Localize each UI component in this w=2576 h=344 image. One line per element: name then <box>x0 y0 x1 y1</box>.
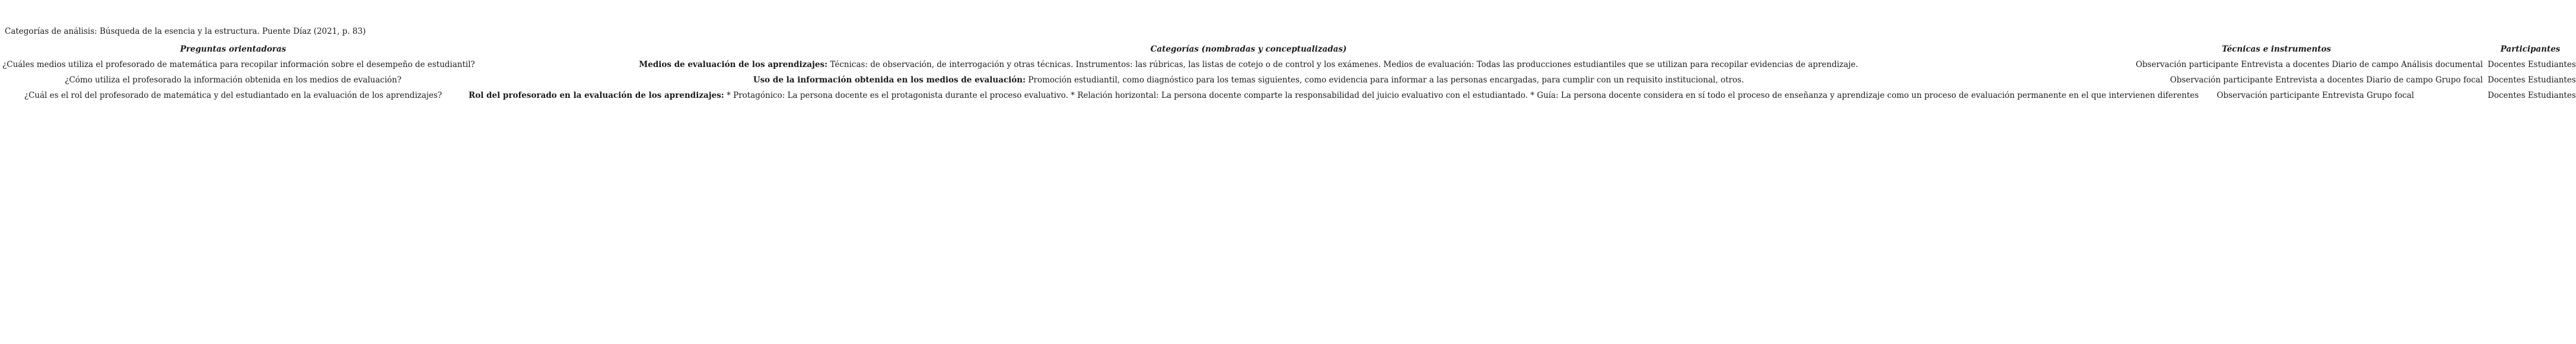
category-cell <box>466 57 2031 72</box>
table-header-row <box>0 42 2575 57</box>
category-text: * Protagónico: La persona docente es el protagonista durante el proceso evaluativo. * Relación horizontal: La persona docente comparte la responsabilidad del juicio evaluativo con el estudiantado. * Guía: La persona docente considera en sí todo el proceso de enseñanza y aprendizaje como un proceso de evaluación permanente en el que intervienen diferentes <box>724 91 2199 100</box>
techniques-cell: Observación participante Entrevista a docentes Diario de campo Grupo focal <box>2170 75 2483 85</box>
question-cell: ¿Cuáles medios utiliza el profesorado de matemática para recopilar información sobre el desempeño de estudiantil? <box>2 60 475 69</box>
category-lead: Rol del profesorado en la evaluación de los aprendizajes: <box>469 91 724 100</box>
techniques-cell: Observación participante Entrevista Grupo focal <box>2217 91 2414 100</box>
participants-cell: Docentes Estudiantes <box>2488 91 2576 100</box>
techniques-cell: Observación participante Entrevista a docentes Diario de campo Análisis documental <box>2135 60 2483 69</box>
table-row <box>0 72 2575 88</box>
participants-cell: Docentes Estudiantes <box>2488 60 2576 69</box>
analysis-categories-table <box>0 42 2575 103</box>
category-cell <box>466 88 2199 103</box>
header-questions: Preguntas orientadoras <box>180 44 286 54</box>
category-lead: Uso de la información obtenida en los medios de evaluación: <box>753 75 1026 85</box>
header-participants: Participantes <box>2500 44 2561 54</box>
question-cell: ¿Cuál es el rol del profesorado de matemática y del estudiantado en la evaluación de los aprendizajes? <box>24 91 442 100</box>
participants-cell: Docentes Estudiantes <box>2488 75 2576 85</box>
category-text: Técnicas: de observación, de interrogación y otras técnicas. Instrumentos: las rúbricas, las listas de cotejo o de control y los exámenes. Medios de evaluación: Todas las producciones estudiantiles que se utilizan para recopilar evidencias de aprendizaje. <box>827 60 1858 69</box>
table-caption: Categorías de análisis: Búsqueda de la esencia y la estructura. Puente Díaz (2021, p. 83) <box>5 27 366 36</box>
table-row <box>0 57 2575 72</box>
question-cell: ¿Cómo utiliza el profesorado la información obtenida en los medios de evaluación? <box>65 75 402 85</box>
header-techniques: Técnicas e instrumentos <box>2221 44 2331 54</box>
category-text: Promoción estudiantil, como diagnóstico para los temas siguientes, como evidencia para informar a las personas encargadas, para cumplir con un requisito institucional, otros. <box>1026 75 1744 85</box>
header-categories: Categorías (nombradas y conceptualizadas) <box>1150 44 1347 54</box>
table-row <box>0 88 2575 103</box>
category-lead: Medios de evaluación de los aprendizajes: <box>639 60 828 69</box>
category-cell <box>466 72 2031 88</box>
